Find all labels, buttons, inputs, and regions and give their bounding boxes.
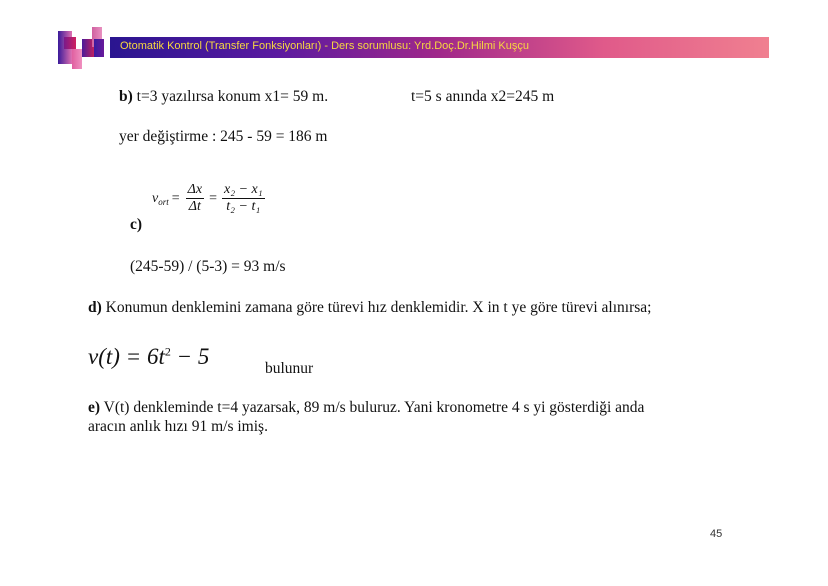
velocity-equation: $v(t) = 6t^2 - 5$ (88, 344, 210, 369)
logo (58, 27, 116, 69)
section-c-calc: (245-59) / (5-3) = 93 m/s (130, 258, 286, 275)
section-b-line1 (119, 88, 328, 106)
page-number: 45 (710, 528, 723, 540)
section-e-label: e) (88, 399, 101, 416)
section-e-line1: e) V(t) denkleminde t=4 yazarsak, 89 m/s buluruz. Yani kronometre 4 s yi gösterdiği anda (88, 399, 645, 416)
section-b-text: t=3 yazılırsa konum x1= 59 m. (132, 88, 329, 105)
header-bar (110, 37, 769, 58)
section-d-suffix: bulunur (265, 360, 314, 377)
header-title: Otomatik Kontrol (Transfer Fonksiyonları) - Ders sorumlusu: Yrd.Doç.Dr.Hilmi Kuşçu (120, 40, 529, 52)
section-d-text: d) Konumun denklemini zamana göre türevi hız denklemidir. X in t ye göre türevi alınırsa; (88, 299, 652, 316)
section-c-label: c) (130, 216, 143, 233)
logo-block (94, 39, 104, 57)
logo-block (64, 37, 76, 49)
logo-block (72, 49, 82, 69)
fraction-delta: $\frac{\Delta x}{\Delta t}$ (187, 182, 203, 214)
section-d-label: d) (88, 299, 102, 316)
section-b-line2: yer değiştirme : 245 - 59 = 186 m (119, 128, 328, 145)
formula-lhs: $v_{ort}$ (152, 190, 169, 207)
fraction-difference: $\frac{\text{x₂ − x₁}}{\text{t₂ − t₁}}$ (223, 182, 263, 214)
section-e-line2: aracın anlık hızı 91 m/s imiş. (88, 418, 268, 435)
section-b-right: t=5 s anında x2=245 m (411, 88, 555, 105)
section-b-label: b) (119, 88, 133, 105)
average-velocity-formula: $v_{ort}$ = $\frac{\Delta x}{\Delta t}$ = $\frac{\text{x₂ − x₁}}{\text{t₂ − t₁}}$ (152, 182, 263, 214)
